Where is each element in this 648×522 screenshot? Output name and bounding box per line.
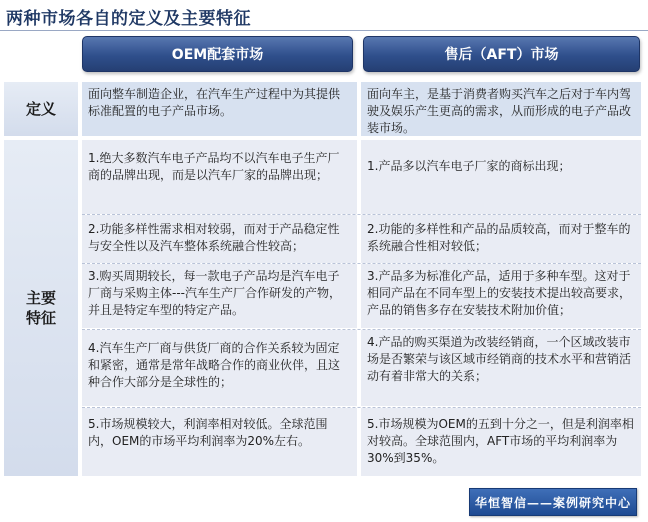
column-separator: [358, 82, 360, 476]
column-header-oem: OEM配套市场: [82, 36, 353, 72]
company-logo: 华恒智信——案例研究中心: [469, 488, 637, 516]
feature-aft-cell: 4.产品的购买渠道为改装经销商，一个区域改装市场是否繁荣与该区域市经销商的技术水平和营销活动有着非常大的关系；: [361, 330, 641, 406]
feature-oem-cell: 4.汽车生产厂商与供货厂商的合作关系较为固定和紧密，通常是常年战略合作的商业伙伴，且这种合作大部分是全球性的；: [82, 330, 357, 406]
feature-aft-cell: 2.功能的多样性和产品的品质较高，而对于整车的系统融合性相对较低；: [361, 215, 641, 263]
row-header-definition: 定义: [4, 82, 78, 136]
column-header-aft: 售后（AFT）市场: [363, 36, 640, 72]
feature-aft-cell: 3.产品多为标准化产品，适用于多种车型。这对于相同产品在不同车型上的安装技术提出较高要求，产品的销售多存在安装技术附加价值；: [361, 264, 641, 328]
feature-aft-cell: 1.产品多以汽车电子厂家的商标出现；: [361, 140, 641, 214]
page-title: 两种市场各自的定义及主要特征: [6, 9, 251, 29]
feature-oem-cell: 2.功能多样性需求相对较弱，而对于产品稳定性与安全性以及汽车整体系统融合性较高；: [82, 215, 357, 263]
feature-aft-cell: 5.市场规模为OEM的五到十分之一，但是利润率相对较高。全球范围内，AFT市场的平均利润率为30%到35%。: [361, 408, 641, 476]
row-header-features: 主要 特征: [4, 140, 78, 476]
feature-oem-cell: 5.市场规模较大，利润率相对较低。全球范围内，OEM的市场平均利润率为20%左右。: [82, 408, 357, 476]
feature-oem-cell: 1.绝大多数汽车电子产品均不以汽车电子生产厂商的品牌出现，而是以汽车厂家的品牌出现；: [82, 140, 357, 214]
definition-oem-cell: 面向整车制造企业，在汽车生产过程中为其提供标准配置的电子产品市场。: [82, 82, 357, 136]
definition-aft-cell: 面向车主，是基于消费者购买汽车之后对于车内驾驶及娱乐产生更高的需求，从而形成的电子产品改装市场。: [361, 82, 641, 136]
title-divider: [0, 30, 648, 31]
feature-oem-cell: 3.购买周期较长，每一款电子产品均是汽车电子厂商与采购主体---汽车生产厂合作研发的产物，并且是特定车型的特定产品。: [82, 264, 357, 328]
